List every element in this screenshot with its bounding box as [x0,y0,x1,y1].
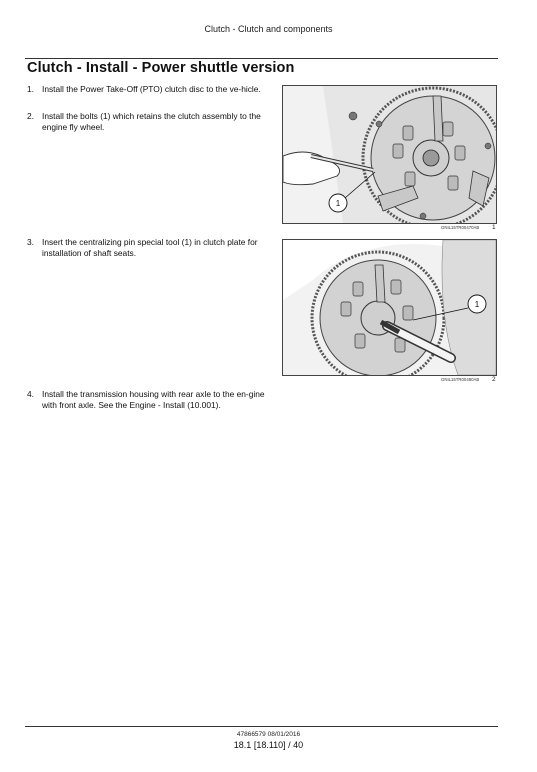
step-number: 3. [27,237,34,247]
step-4 [27,389,269,411]
figure-1-id: GNIL15TR00470AB [441,225,480,230]
step-text: Insert the centralizing pin special tool (1) in clutch plate for installation of shaft seats. [42,237,258,258]
step-number: 4. [27,389,34,399]
figure-2-illustration [282,239,497,376]
step-2 [27,111,269,133]
figure-1-callout: 1 [335,199,341,208]
step-text: Install the bolts (1) which retains the clutch assembly to the engine fly wheel. [42,111,261,132]
footer-document-code: 47866579 08/01/2016 [236,731,301,738]
step-1 [27,84,269,95]
step-number: 1. [27,84,34,94]
footer-page-number: 18.1 [18.110] / 40 [233,740,304,750]
figure-1-number: 1 [492,224,496,231]
step-text: Install the transmission housing with rear axle to the en-gine with front axle. See the Engine - Install (10.001). [42,389,265,410]
bottom-divider [25,726,498,727]
running-header: Clutch - Clutch and components [204,24,333,34]
step-3 [27,237,269,259]
figure-2-number: 2 [492,376,496,383]
step-text: Install the Power Take-Off (PTO) clutch disc to the ve-hicle. [42,84,261,94]
section-title: Clutch - Install - Power shuttle version [27,60,295,76]
top-divider [25,58,498,59]
figure-2-id: GNIL15TR00480AB [441,377,480,382]
step-number: 2. [27,111,34,121]
figure-2-callout: 1 [474,300,480,309]
figure-1-illustration [282,85,497,224]
